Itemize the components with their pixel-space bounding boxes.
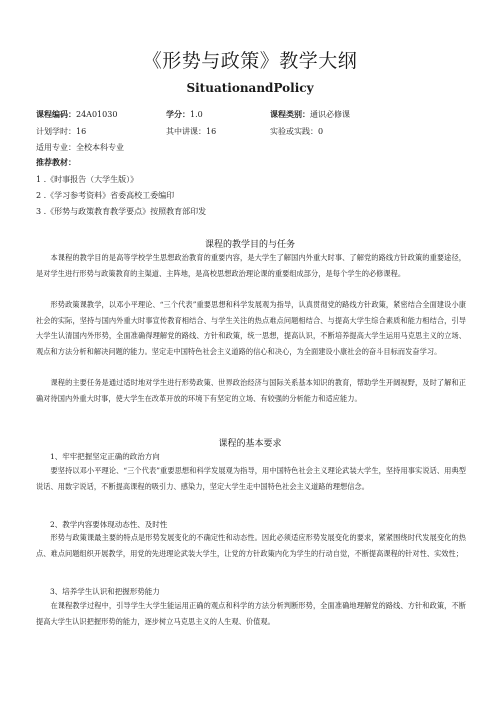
credit [166,110,203,120]
course-type-label: 课程类别： [270,110,310,119]
applicable-major: 适用专业：全校本科专业 [36,143,124,152]
textbook-item: 3 .《形势与政策教育教学要点》按照教育部印发 [36,207,207,216]
course-code-label: 课程编码： [36,110,76,119]
credit-label: 学分： [166,110,190,119]
requirement-heading: 1、牢牢把握坚定正确的政治方向 [50,452,160,461]
course-type [270,110,350,120]
textbook-item: 1 .《时事报告（大学生版）》 [36,175,139,184]
goals-paragraph: 形势政策课教学，以邓小平理论、“三个代表”重要思想和科学发展观为指导，认真贯彻党的路线方针政策，紧密结合全面建设小康社会的实际，坚持与国内外重大时事宣传教育相结合、与学生关注的热点难点问题相结合、与提高大学生综合素质和能力相结合，引导大学生认清国内外形势，全面准确得理解党的路线、方针和政策，统一思想，提高认识，不断培养提高大学生运用马克思主义的立场、观点和方法分析和解决问题的能力。坚定走中国特色社会主义道路的信心和决心，为全面建设小康社会的奋斗目标而发奋学习。 [36,300,466,356]
credit-value: 1.0 [190,110,203,119]
document-subtitle: SituationandPolicy [186,81,314,95]
requirement-text: 形势与政策课最主要的特点是形势发展变化的不确定性和动态性。因此必须适应形势发展变化的要求，紧紧围绕时代发展变化的热点、难点问题组织开展教学，用党的先进理论武装大学生，让党的方针政策内化为学生的行动自觉，不断提高课程的针对性、实效性； [36,533,466,558]
course-code-value: 24A01030 [76,110,118,119]
section-title-requirements: 课程的基本要求 [218,439,282,449]
course-code [36,110,117,120]
goals-paragraph: 课程的主要任务是通过适时地对学生进行形势政策、世界政治经济与国际关系基本知识的教育，帮助学生开阔视野，及时了解和正确对待国内外重大时事，使大学生在改革开放的环境下有坚定的立场、有较强的分析能力和适应能力。 [36,378,466,403]
requirement-heading: 3、培养学生认识和把握形势能力 [50,587,160,596]
requirement-heading: 2、教学内容要体现动态性、及时性 [50,520,168,529]
textbook-item: 2 .《学习参考资料》省委高校工委编印 [36,191,175,200]
document-title: 《形势与政策》教学大纲 [142,50,358,72]
requirement-text: 在课程教学过程中，引导学生大学生能运用正确的观点和科学的方法分析判断形势，全面准确地理解党的路线、方针和政策，不断提高大学生认识把握形势的能力，逐步树立马克思主义的人生观、价值观。 [36,601,466,626]
lab-hours: 实验或实践：0 [270,127,324,136]
planned-hours: 计划学时：16 [36,127,87,136]
textbook-label: 推荐教材： [36,158,76,167]
course-type-value: 通识必修课 [310,110,350,119]
section-title-goals: 课程的教学目的与任务 [204,240,295,250]
requirement-text: 要坚持以邓小平理论、“三个代表”重要思想和科学发展观为指导，用中国特色社会主义理论武装大学生，坚持用事实说话、用典型说话、用数字说话，不断提高课程的吸引力、感染力，坚定大学生走中国特色社会主义道路的理想信念。 [36,466,466,491]
goals-paragraph: 本课程的教学目的是高等学校学生思想政治教育的重要内容，是大学生了解国内外重大时事、了解党的路线方针政策的重要途径，是对学生进行形势与政策教育的主渠道、主阵地，是高校思想政治理论课的重要组成部分，是每个学生的必修课程。 [36,253,466,278]
lecture-hours: 其中讲课：16 [166,127,217,136]
